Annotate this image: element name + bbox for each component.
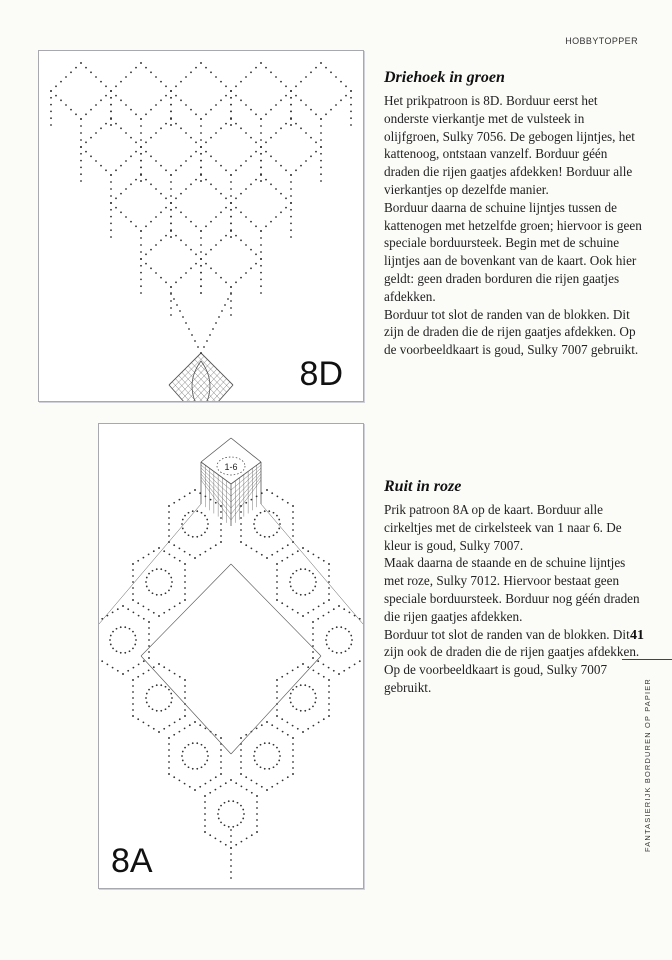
paragraph: Het prikpatroon is 8D. Borduur eerst het onderste vierkantje met de vulsteek in olijfgroen, Sulky 7056. De gebogen lijntjes, het kattenoog, ontstaan vanzelf. Borduur géén draden die rijen gaatjes afdekken! Borduur alle vierkantjes op dezelfde manier. xyxy=(384,93,635,197)
page-number: 41 xyxy=(630,628,644,643)
paragraph: Borduur tot slot de randen van de blokken. Dit zijn de draden die de rijen gaatjes afdekken. Op de voorbeeldkaart is goud, Sulky 7007 gebruikt. xyxy=(384,306,639,358)
section-driehoek xyxy=(384,68,642,359)
book-title-vertical: FANTASIERIJK BORDUREN OP PAPIER xyxy=(643,678,652,852)
section-title-driehoek: Driehoek in groen xyxy=(384,69,505,86)
pattern-8a-circle-label: 1-6 xyxy=(224,462,238,472)
pattern-8a-panel xyxy=(98,423,364,889)
pattern-8d-label: 8D xyxy=(299,355,343,393)
paragraph: Prik patroon 8A op de kaart. Borduur alle cirkeltjes met de cirkelsteek van 1 naar 6. De kleur is goud, Sulky 7007. xyxy=(384,502,622,553)
pattern-8a-drawing xyxy=(99,424,363,888)
pattern-8d-panel xyxy=(38,50,364,402)
running-header: HOBBYTOPPER xyxy=(565,36,638,46)
section-ruit xyxy=(384,477,642,697)
pattern-8a-label: 8A xyxy=(111,842,153,880)
paragraph: Borduur daarna de schuine lijntjes tussen de kattenogen met hetzelfde groen; hiervoor is geen speciale borduursteek. Begin met de schuine lijntjes aan de bovenkant van de kaart. Ook hier geldt: geen draden borduren die rijen gaatjes afdekken. xyxy=(384,199,642,304)
paragraph: Borduur tot slot de randen van de blokken. Dit zijn ook de draden die de rijen gaatjes afdekken. Op de voorbeeldkaart is goud, Sulky 7007 gebruikt. xyxy=(384,626,640,695)
paragraph: Maak daarna de staande en de schuine lijntjes met roze, Sulky 7012. Hiervoor bestaat geen speciale borduursteek. Borduur nog géén draden die rijen gaatjes afdekken. xyxy=(384,555,640,624)
pattern-8d-drawing xyxy=(39,51,363,401)
section-title-ruit: Ruit in roze xyxy=(384,478,462,495)
